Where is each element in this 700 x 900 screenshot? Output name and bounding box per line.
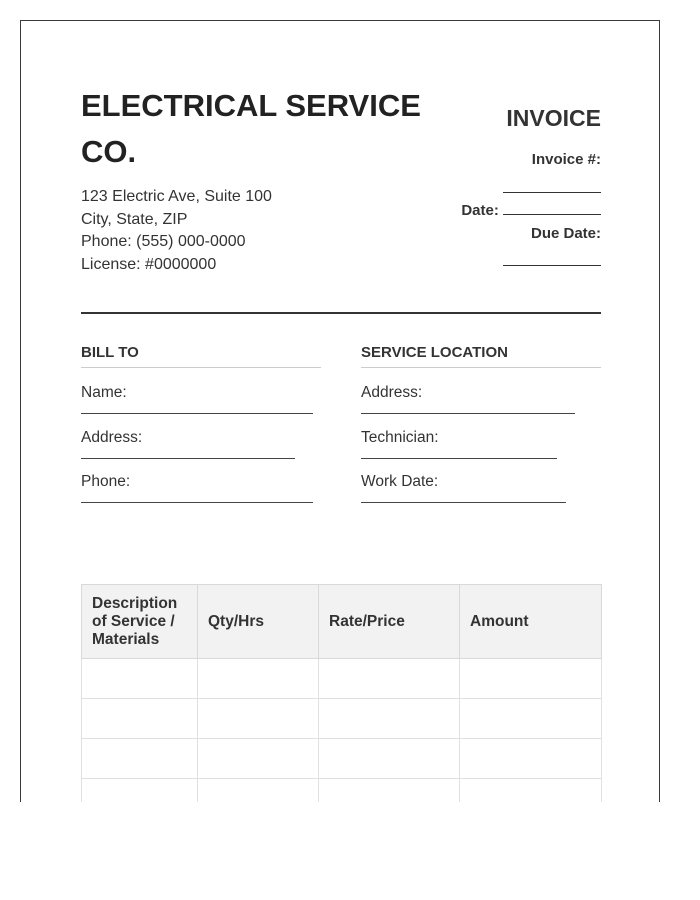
table-cell[interactable] — [460, 739, 602, 779]
table-cell[interactable] — [198, 739, 319, 779]
invoice-number-row — [401, 150, 601, 170]
service-address-field[interactable] — [361, 384, 601, 429]
header-divider — [81, 312, 601, 314]
table-cell[interactable] — [460, 659, 602, 699]
invoice-title: INVOICE — [506, 105, 601, 131]
table-row — [82, 779, 602, 803]
invoice-content — [81, 83, 601, 648]
technician-label: Technician: — [361, 428, 439, 446]
table-cell[interactable] — [82, 779, 198, 803]
bill-to-address-line — [81, 458, 295, 459]
table-cell[interactable] — [460, 699, 602, 739]
column-header-description: Description of Service / Materials — [82, 585, 198, 659]
bill-to-name-label: Name: — [81, 384, 127, 401]
service-address-label: Address: — [361, 384, 423, 401]
bill-to-phone-line — [81, 502, 313, 503]
bill-to-phone-field[interactable] — [81, 473, 321, 518]
company-name: ELECTRICAL SERVICE CO. — [81, 88, 421, 169]
invoice-number-label: Invoice #: — [531, 151, 601, 168]
work-date-field[interactable] — [361, 473, 601, 518]
invoice-date-label: Date: — [461, 202, 499, 219]
invoice-page — [20, 20, 660, 802]
table-cell[interactable] — [82, 659, 198, 699]
work-date-label: Work Date: — [361, 473, 439, 490]
company-info — [81, 186, 272, 276]
invoice-due-date-row-line — [401, 251, 601, 269]
bill-to-address-label: Address: — [81, 428, 143, 446]
invoice-due-date-row — [401, 223, 601, 245]
table-cell[interactable] — [319, 779, 460, 803]
table-cell[interactable] — [460, 779, 602, 803]
bill-to-name-line — [81, 413, 313, 414]
table-row — [82, 699, 602, 739]
table-cell[interactable] — [198, 699, 319, 739]
table-row — [82, 659, 602, 699]
invoice-meta — [401, 103, 601, 269]
invoice-date-row — [401, 200, 601, 222]
invoice-number-row-line — [401, 178, 601, 196]
invoice-due-date-label: Due Date: — [530, 225, 601, 242]
table-header-row — [82, 585, 602, 659]
bill-to-section — [81, 343, 321, 518]
service-location-section — [361, 343, 601, 518]
technician-line — [361, 458, 557, 459]
bill-to-address-field[interactable] — [81, 429, 321, 474]
technician-field[interactable] — [361, 429, 601, 474]
table-cell[interactable] — [198, 779, 319, 803]
bill-to-phone-label: Phone: — [81, 473, 131, 490]
bill-to-title: BILL TO — [81, 343, 321, 368]
work-date-line — [361, 502, 566, 503]
table-cell[interactable] — [82, 699, 198, 739]
column-header-qty: Qty/Hrs — [198, 585, 319, 659]
table-cell[interactable] — [198, 659, 319, 699]
company-address-line2: City, State, ZIP — [81, 210, 188, 228]
line-items-table — [81, 584, 602, 802]
table-cell[interactable] — [319, 659, 460, 699]
invoice-header — [81, 83, 601, 313]
invoice-number-field[interactable] — [503, 178, 601, 193]
service-address-line — [361, 413, 575, 414]
bill-to-name-field[interactable] — [81, 384, 321, 429]
table-cell[interactable] — [82, 739, 198, 779]
invoice-date-field[interactable] — [503, 200, 601, 215]
column-header-amount: Amount — [460, 585, 602, 659]
table-cell[interactable] — [319, 699, 460, 739]
billing-section — [81, 343, 601, 523]
company-license: License: #0000000 — [81, 255, 217, 273]
table-row — [82, 739, 602, 779]
service-location-title: SERVICE LOCATION — [361, 343, 601, 368]
company-address-line1: 123 Electric Ave, Suite 100 — [81, 188, 272, 205]
invoice-due-date-field[interactable] — [503, 251, 601, 266]
column-header-rate: Rate/Price — [319, 585, 460, 659]
company-phone: Phone: (555) 000-0000 — [81, 233, 246, 250]
table-cell[interactable] — [319, 739, 460, 779]
